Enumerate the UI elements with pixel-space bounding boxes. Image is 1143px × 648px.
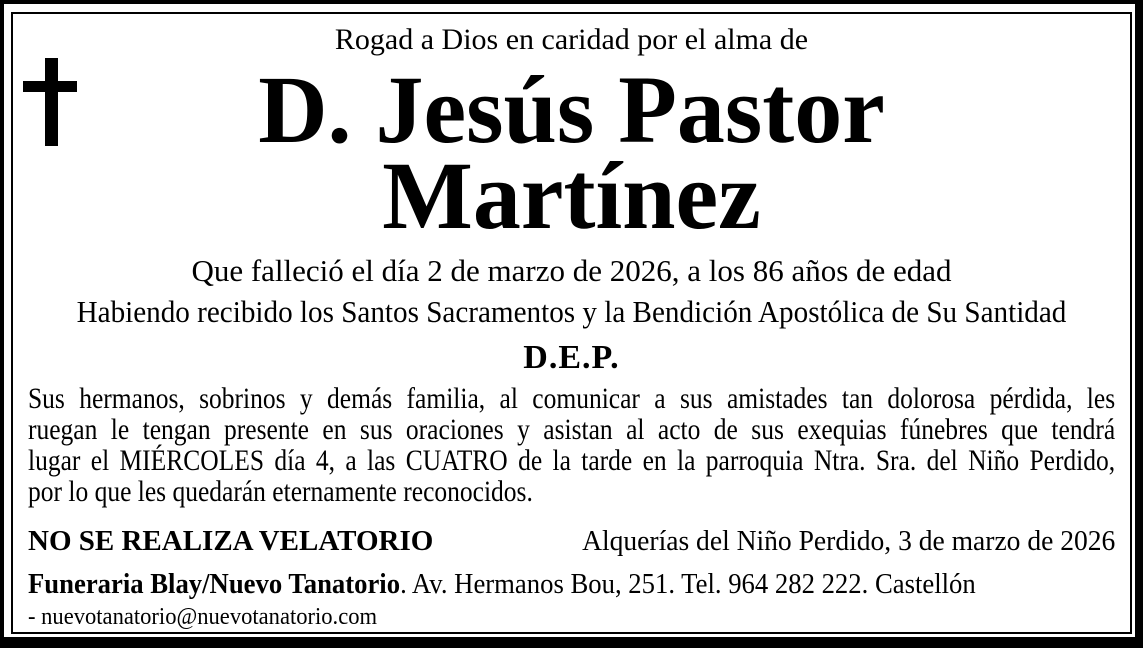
dep-text: D.E.P.: [523, 339, 620, 376]
paragraph-line: ruegan le tengan presente en sus oraciones y asistan al acto de sus exequias fúnebres que tendrá: [28, 413, 1116, 446]
death-date-line: [28, 254, 1115, 288]
place-and-date-text: Alquerías del Niño Perdido, 3 de marzo de 2026: [581, 525, 1115, 557]
family-announcement-paragraph: [28, 383, 1115, 507]
dep-abbreviation: [28, 341, 1115, 375]
family-announcement-inner: [28, 383, 1115, 507]
deceased-name-line2-text: Martínez: [382, 142, 761, 249]
no-wake-notice: NO SE REALIZA VELATORIO: [28, 525, 434, 557]
funeral-home-address: . Av. Hermanos Bou, 251. Tel. 964 282 222. Castellón: [400, 568, 976, 600]
intro-text: Rogad a Dios en caridad por el alma de: [334, 23, 809, 56]
paragraph-line: por lo que les quedarán eternamente reconocidos.: [28, 475, 533, 508]
deceased-name-line1-text: D. Jesús Pastor: [258, 56, 885, 163]
paragraph-line: Sus hermanos, sobrinos y demás familia, al comunicar a sus amistades tan dolorosa pérdida, les: [28, 382, 1116, 415]
email-text: - nuevotanatorio@nuevotanatorio.com: [28, 604, 378, 630]
place-and-date: [554, 526, 1115, 556]
deceased-name-line2: [28, 142, 1115, 249]
email-line: [28, 604, 1115, 630]
intro-line: [28, 22, 1115, 58]
sacraments-text: Habiendo recibido los Santos Sacramentos y la Bendición Apostólica de Su Santidad: [76, 294, 1067, 329]
sacraments-line: [28, 295, 1115, 329]
paragraph-line: lugar el MIÉRCOLES día 4, a las CUATRO de la tarde en la parroquia Ntra. Sra. del Niño Perdido,: [28, 444, 1116, 477]
funeral-home-name: Funeraria Blay/Nuevo Tanatorio: [28, 568, 401, 600]
wake-and-place-row: [28, 526, 1115, 556]
funeral-home-line: [28, 569, 1115, 599]
funeral-home-wrap: [28, 569, 976, 599]
death-date-text: Que falleció el día 2 de marzo de 2026, a los 86 años de edad: [191, 253, 952, 288]
